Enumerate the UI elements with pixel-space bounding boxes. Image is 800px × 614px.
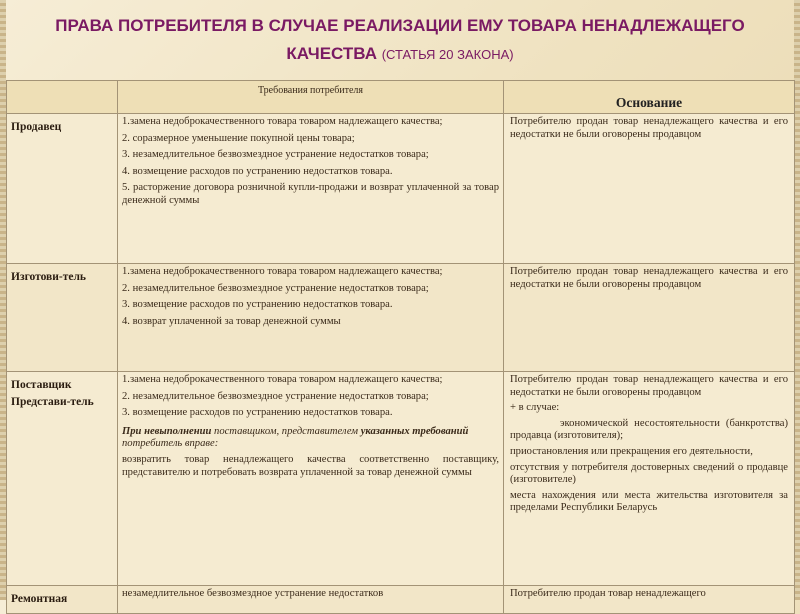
page-title xyxy=(20,12,780,69)
requirement-item: 1.замена недоброкачественного товара товаром надлежащего качества; xyxy=(122,116,443,127)
requirement-item: 3. возмещение расходов по устранению недостатков товара. xyxy=(122,407,393,419)
requirement-item: 1.замена недоброкачественного товара товаром надлежащего качества; xyxy=(122,266,443,277)
basis-condition: приостановления или прекращения его деятельности, xyxy=(510,445,753,457)
table-row-seller xyxy=(7,114,795,264)
requirements-supplier xyxy=(118,372,504,586)
title-sub: (СТАТЬЯ 20 ЗАКОНА) xyxy=(381,47,514,62)
requirement-item: незамедлительное безвозмездное устранение недостатков xyxy=(122,588,384,599)
basis-condition: места нахождения или места жительства изготовителя за пределами Республики Беларусь xyxy=(510,489,788,514)
requirement-item: 1.замена недоброкачественного товара товаром надлежащего качества; xyxy=(122,374,443,385)
return-goods-text: возвратить товар ненадлежащего качества соответственно поставщику, представителю и потребовать возврата уплаченной за товар денежной суммы xyxy=(122,453,499,478)
requirement-item: 5. расторжение договора розничной купли-продажи и возврат уплаченной за товар денежной суммы xyxy=(122,182,499,206)
requirement-item: 3. возмещение расходов по устранению недостатков товара. xyxy=(122,299,393,311)
basis-seller xyxy=(504,114,795,264)
party-supplier-line2: Представи-тель xyxy=(11,396,94,408)
basis-condition: отсутствия у потребителя достоверных сведений о продавце (изготовителе) xyxy=(510,461,788,486)
basis-text: Потребителю продан товар ненадлежащего xyxy=(510,588,706,599)
requirement-item: 2. незамедлительное безвозмездное устранение недостатков товара; xyxy=(122,390,429,402)
table-header-row xyxy=(7,81,795,114)
party-supplier-line1: Поставщик xyxy=(11,379,72,391)
table-row-supplier xyxy=(7,372,795,586)
basis-intro: + в случае: xyxy=(510,402,560,414)
requirements-manufacturer xyxy=(118,264,504,372)
consumer-rights-table xyxy=(6,80,795,614)
requirement-item: 4. возврат уплаченной за товар денежной суммы xyxy=(122,315,341,327)
party-seller: Продавец xyxy=(7,114,118,264)
header-party xyxy=(7,81,118,114)
requirement-item: 3. незамедлительное безвозмездное устранение недостатков товара; xyxy=(122,149,429,161)
party-repair: Ремонтная xyxy=(7,586,118,614)
requirement-item: 4. возмещение расходов по устранению недостатков товара. xyxy=(122,165,393,177)
requirement-item: 2. незамедлительное безвозмездное устранение недостатков товара; xyxy=(122,282,429,294)
table-row-manufacturer xyxy=(7,264,795,372)
requirements-seller xyxy=(118,114,504,264)
header-requirements: Требования потребителя xyxy=(118,81,504,114)
basis-manufacturer xyxy=(504,264,795,372)
basis-supplier xyxy=(504,372,795,586)
basis-text: Потребителю продан товар ненадлежащего качества и его недостатки не были оговорены продавцом xyxy=(510,374,788,398)
basis-text: Потребителю продан товар ненадлежащего качества и его недостатки не были оговорены продавцом xyxy=(510,116,788,140)
basis-condition: экономической несостоятельности (банкротства) продавца (изготовителя); xyxy=(510,417,788,442)
party-supplier xyxy=(7,372,118,586)
basis-text: Потребителю продан товар ненадлежащего качества и его недостатки не были оговорены продавцом xyxy=(510,266,788,290)
title-main: ПРАВА ПОТРЕБИТЕЛЯ В СЛУЧАЕ РЕАЛИЗАЦИИ ЕМУ ТОВАРА НЕНАДЛЕЖАЩЕГО КАЧЕСТВА xyxy=(55,16,745,63)
non-fulfillment-note: При невыполнении поставщиком, представителем указанных требований потребитель вправе: xyxy=(122,425,469,450)
requirement-item: 2. соразмерное уменьшение покупной цены товара; xyxy=(122,132,355,144)
party-manufacturer: Изготови-тель xyxy=(7,264,118,372)
header-basis: Основание xyxy=(504,81,795,114)
